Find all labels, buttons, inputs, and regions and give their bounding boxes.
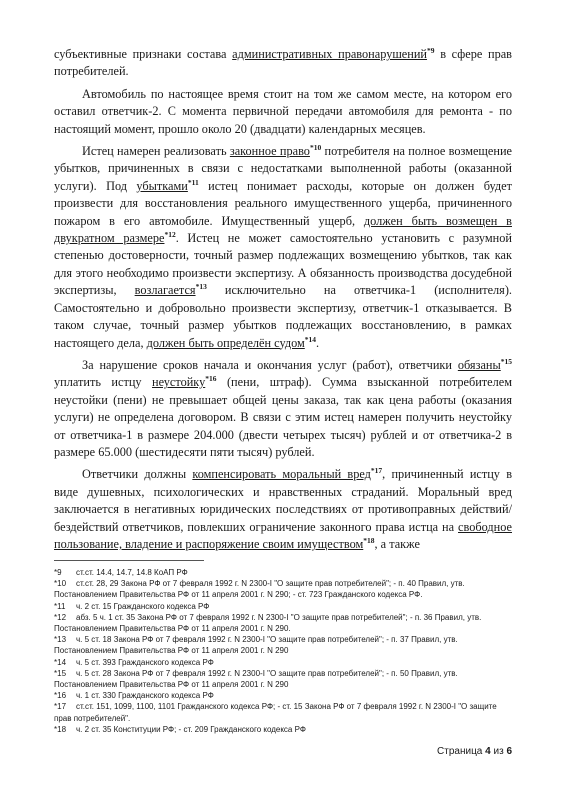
underlined-term: законное право bbox=[229, 144, 310, 159]
footnote-text: ст.ст. 14.4, 14.7, 14.8 КоАП РФ bbox=[76, 568, 188, 577]
paragraph bbox=[54, 46, 512, 81]
paragraph bbox=[54, 143, 512, 352]
paragraph bbox=[54, 357, 512, 461]
underlined-term: должен быть определён судом bbox=[146, 335, 305, 350]
footnote-reference: *16 bbox=[205, 374, 217, 384]
footnote-text: абз. 5 ч. 1 ст. 35 Закона РФ от 7 февраля 1992 г. N 2300-I "О защите прав потребителей"; - п. 36 Правил, утв. Постановлением Правительства РФ от 11 апреля 2001 г. N 290. bbox=[54, 612, 482, 634]
footer-of: из bbox=[493, 746, 504, 757]
footnote bbox=[54, 690, 512, 701]
text-run: Ответчики должны bbox=[82, 467, 193, 482]
footnote bbox=[54, 634, 512, 656]
footer-page-total: 6 bbox=[506, 746, 512, 757]
footnote-text: ч. 1 ст. 330 Гражданского кодекса РФ bbox=[76, 691, 214, 701]
footnote bbox=[54, 567, 512, 578]
footnote-reference: *14 bbox=[304, 334, 317, 344]
underlined-term: свободное пользование, владение и распоряжение своим имуществом bbox=[54, 519, 512, 551]
footnote-text: ч. 2 ст. 35 Конституции РФ; - ст. 209 Гражданского кодекса РФ bbox=[76, 724, 306, 734]
footnote-mark: *14 bbox=[54, 657, 67, 667]
text-run: Истец намерен реализовать bbox=[82, 144, 230, 159]
underlined-term: компенсировать моральный вред bbox=[192, 467, 371, 482]
footnote-text: ст.ст. 151, 1099, 1100, 1101 Гражданского кодекса РФ; - ст. 15 Закона РФ от 7 февраля 1992 г. N 2300-I "О защите прав потребителей". bbox=[54, 702, 497, 723]
footnote-text: ч. 5 ст. 28 Закона РФ от 7 февраля 1992 г. N 2300-I "О защите прав потребителей"; - п. 50 Правил, утв. Постановлением Правительства РФ от 11 апреля 2001 г. N 290 bbox=[54, 668, 458, 690]
footnote-mark: *13 bbox=[54, 635, 67, 645]
footnote bbox=[54, 601, 512, 612]
footnote bbox=[54, 578, 512, 600]
footnote-reference: *10 bbox=[309, 142, 322, 152]
footnote-mark: *16 bbox=[54, 691, 67, 701]
text-run: , причиненный истцу в виде душевных, психологических и нравственных страданий. Моральный вред заключается в негативных юридических последствиях от противоправных действий/бездействий ответчиков, повлекших ограничение законного права истца на bbox=[54, 467, 513, 534]
footnote-text: ч. 2 ст. 15 Гражданского кодекса РФ bbox=[76, 601, 210, 611]
underlined-term: обязаны bbox=[457, 357, 501, 372]
footnote-reference: *11 bbox=[187, 177, 199, 187]
text-run: истец понимает расходы, которые он должен будет произвести для восстановления реального имущественного ущерба, причиненного пожаром в его автомобиле. Имущественный ущерб, bbox=[54, 178, 512, 228]
footnote bbox=[54, 724, 512, 735]
text-run: Автомобиль по настоящее время стоит на том же самом месте, на котором его оставил ответчик-2. С момента первичной передачи автомобиля для ремонта - по настоящий момент, прошло около 20 (двадцати) календарных месяцев. bbox=[54, 86, 512, 136]
text-run: (пени, штраф). Сумма взысканной потребителем неустойки (пени) не превышает общей цены заказа, так как цена работы (оказания услуги) не определена договором. В связи с этим истец намерен получить неустойку от ответчика-1 в размере 204.000 (двести четырех тысяч) рублей и от ответчика-2 в размере 65.000 (шестидесяти пяти тысяч) рублей. bbox=[54, 375, 513, 459]
underlined-term: административных правонарушений bbox=[232, 47, 428, 61]
footnote bbox=[54, 612, 512, 634]
underlined-term: неустойку bbox=[152, 375, 206, 390]
underlined-term: убытками bbox=[136, 178, 188, 193]
footnote-separator bbox=[54, 560, 204, 561]
text-run: . Истец не может самостоятельно установить с разумной степенью достоверности, точный размер подлежащих возмещению убытков, так как для этого необходимо произвести экспертизу. А обязанность производства досудебной экспертизы, bbox=[54, 231, 512, 298]
text-run: За нарушение сроков начала и окончания услуг (работ), ответчики bbox=[82, 357, 458, 372]
footnote-mark: *18 bbox=[54, 724, 67, 734]
footnote-mark: *15 bbox=[54, 668, 67, 678]
underlined-term: должен быть возмещен в двукратном размере bbox=[54, 213, 512, 246]
footnote-reference: *15 bbox=[500, 356, 512, 366]
footnotes bbox=[54, 560, 512, 735]
footnote-text: ст.ст. 28, 29 Закона РФ от 7 февраля 1992 г. N 2300-I "О защите прав потребителей"; - п. 40 Правил, утв. Постановлением Правительства РФ от 11 апреля 2001 г. N 290; - ст. 723 Гражданского кодекса РФ. bbox=[54, 579, 465, 600]
page-footer bbox=[437, 746, 512, 757]
footnote bbox=[54, 701, 512, 723]
footnote bbox=[54, 657, 512, 668]
footnote-reference: *13 bbox=[195, 282, 207, 292]
footer-page-number: 4 bbox=[485, 746, 491, 757]
text-run: потребителя на полное возмещение убытков, причиненных в связи с недостатками выполненной работы (оказанной услуги). Под bbox=[54, 144, 512, 193]
footnote-list bbox=[54, 567, 512, 735]
footnote bbox=[54, 668, 512, 690]
paragraph bbox=[54, 466, 512, 553]
footnote-reference: *18 bbox=[363, 535, 375, 545]
footer-prefix: Страница bbox=[437, 746, 483, 757]
text-run: . bbox=[316, 335, 320, 350]
text-run: в сфере прав потребителей. bbox=[54, 47, 512, 79]
footnote-mark: *11 bbox=[54, 601, 66, 611]
footnote-text: ч. 5 ст. 393 Гражданского кодекса РФ bbox=[76, 657, 214, 667]
footnote-text: ч. 5 ст. 18 Закона РФ от 7 февраля 1992 г. N 2300-I "О защите прав потребителей"; - п. 37 Правил, утв. Постановлением Правительства РФ от 11 апреля 2001 г. N 290 bbox=[54, 635, 458, 656]
footnote-reference: *17 bbox=[370, 466, 383, 476]
footnote-mark: *12 bbox=[54, 612, 67, 622]
footnote-mark: *17 bbox=[54, 702, 67, 712]
body-text bbox=[54, 46, 512, 558]
footnote-mark: *9 bbox=[54, 568, 62, 577]
footnote-reference: *9 bbox=[427, 45, 435, 55]
paragraph bbox=[54, 86, 512, 138]
footnote-mark: *10 bbox=[54, 579, 67, 589]
text-run: субъективные признаки состава bbox=[54, 47, 233, 61]
text-run: , а также bbox=[374, 536, 420, 551]
text-run: уплатить истцу bbox=[54, 375, 153, 390]
text-run: исключительно на ответчика-1 (исполнителя). Самостоятельно и добровольно произвести экспертизу, ответчик-1 отказывается. В таком случае, точный размер убытков подлежащих восстановлению, в рамках настоящего дела, bbox=[54, 283, 512, 350]
footnote-reference: *12 bbox=[164, 229, 176, 239]
underlined-term: возлагается bbox=[134, 283, 196, 298]
